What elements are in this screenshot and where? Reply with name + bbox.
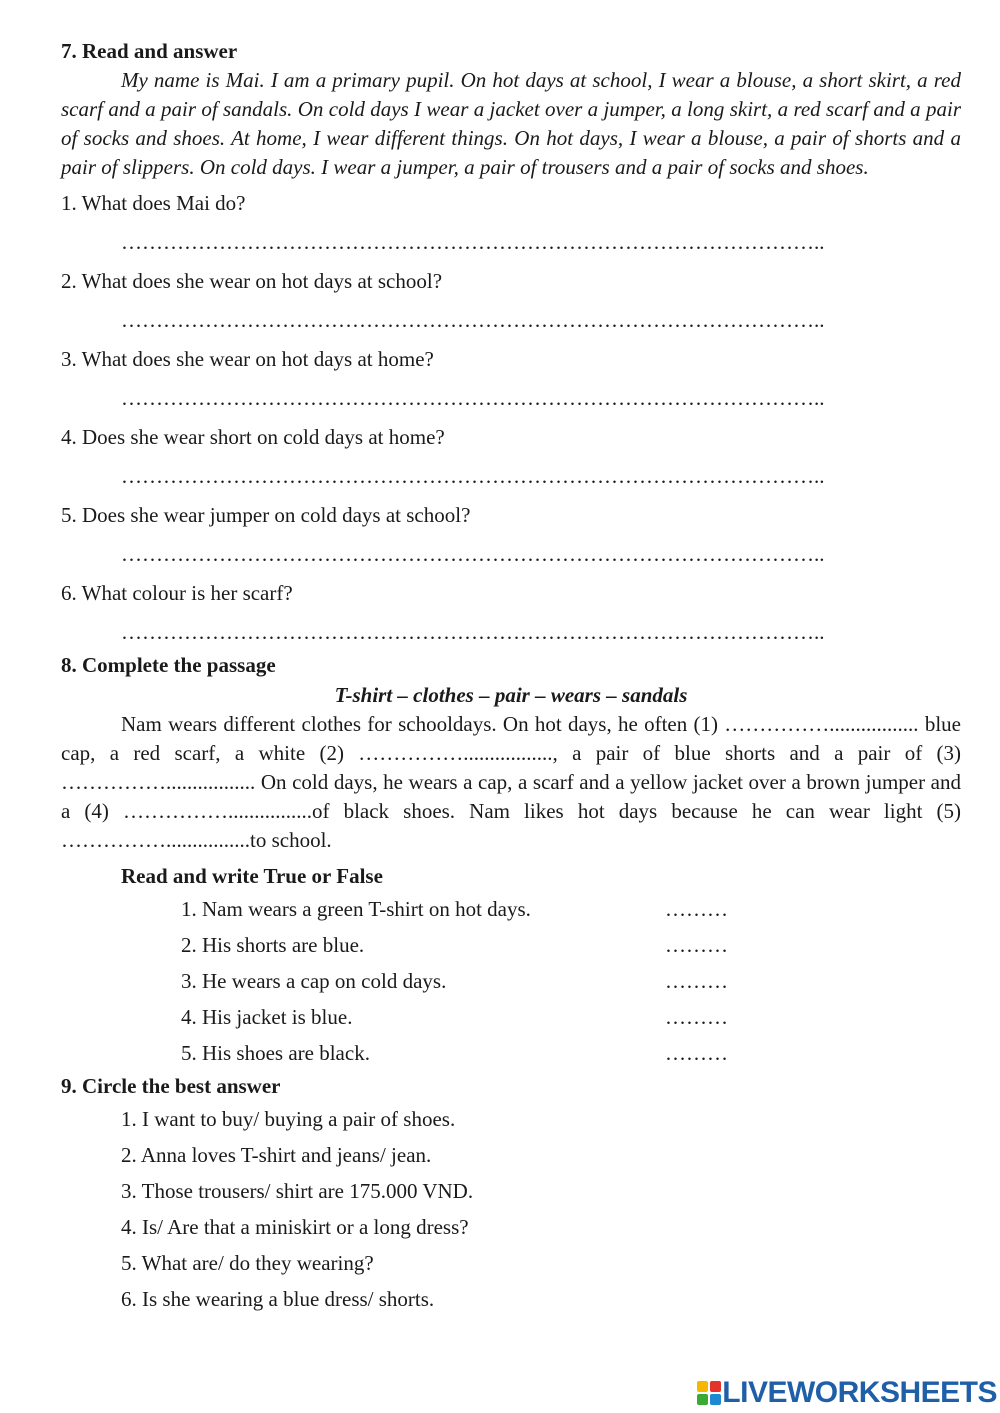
tf-row (61, 999, 961, 1035)
multiple-choice-list (61, 1101, 961, 1317)
mc-item-1[interactable]: 1. I want to buy/ buying a pair of shoes. (121, 1107, 456, 1131)
mc-item-2[interactable]: 2. Anna loves T-shirt and jeans/ jean. (121, 1143, 432, 1167)
word-box: T-shirt – clothes – pair – wears – sandals (334, 683, 688, 707)
section-8-passage: Nam wears different clothes for schooldays. On hot days, he often (1) ……………................. blue cap, a red scarf, a white (2) ……………................., a pair of blue shorts and a pair of (3) ……………................. On cold days, he wears a cap, a scarf and a yellow jacket over a brown jumper and a (4) ……………................of black shoes. Nam likes hot days because he can wear light (5) ……………................to school. (61, 712, 961, 852)
answer-line-3[interactable]: ……………………………………………………………………………………….. (121, 386, 825, 410)
tf-blank-4[interactable]: ……… (665, 1005, 728, 1029)
liveworksheets-logo-icon (697, 1379, 720, 1407)
tf-statement-1: 1. Nam wears a green T-shirt on hot days. (181, 897, 531, 921)
answer-line-5[interactable]: ……………………………………………………………………………………….. (121, 542, 825, 566)
answer-line-1[interactable]: ……………………………………………………………………………………….. (121, 230, 825, 254)
liveworksheets-logo[interactable] (697, 1374, 997, 1412)
section-9-title: 9. Circle the best answer (61, 1074, 281, 1098)
tf-blank-3[interactable]: ……… (665, 969, 728, 993)
mc-item-3[interactable]: 3. Those trousers/ shirt are 175.000 VND. (121, 1179, 474, 1203)
question-1: 1. What does Mai do? (61, 191, 246, 215)
true-false-list (61, 891, 961, 1071)
tf-row (61, 927, 961, 963)
tf-blank-5[interactable]: ……… (665, 1041, 728, 1065)
answer-line-2[interactable]: ……………………………………………………………………………………….. (121, 308, 825, 332)
tf-row (61, 891, 961, 927)
section-7-questions (61, 188, 961, 650)
question-5: 5. Does she wear jumper on cold days at school? (61, 503, 471, 527)
tf-blank-2[interactable]: ……… (665, 933, 728, 957)
worksheet-page (61, 36, 961, 1317)
question-6: 6. What colour is her scarf? (61, 581, 293, 605)
question-3: 3. What does she wear on hot days at home? (61, 347, 434, 371)
question-2: 2. What does she wear on hot days at school? (61, 269, 443, 293)
tf-statement-2: 2. His shorts are blue. (181, 933, 365, 957)
answer-line-4[interactable]: ……………………………………………………………………………………….. (121, 464, 825, 488)
question-4: 4. Does she wear short on cold days at home? (61, 425, 445, 449)
section-7-title: 7. Read and answer (61, 39, 238, 63)
tf-blank-1[interactable]: ……… (665, 897, 728, 921)
tf-row (61, 1035, 961, 1071)
mc-item-5[interactable]: 5. What are/ do they wearing? (121, 1251, 374, 1275)
tf-statement-4: 4. His jacket is blue. (181, 1005, 353, 1029)
mc-item-4[interactable]: 4. Is/ Are that a miniskirt or a long dress? (121, 1215, 469, 1239)
tf-row (61, 963, 961, 999)
liveworksheets-logo-text: LIVEWORKSHEETS (722, 1376, 997, 1409)
section-7-passage: My name is Mai. I am a primary pupil. On hot days at school, I wear a blouse, a short skirt, a red scarf and a pair of sandals. On cold days I wear a jacket over a jumper, a long skirt, a red scarf and a pair of socks and shoes. At home, I wear different things. On hot days, I wear a blouse, a pair of shorts and a pair of slippers. On cold days. I wear a jumper, a pair of trousers and a pair of socks and shoes. (61, 68, 961, 179)
true-false-title: Read and write True or False (121, 864, 383, 888)
answer-line-6[interactable]: ……………………………………………………………………………………….. (121, 620, 825, 644)
section-8-title: 8. Complete the passage (61, 653, 276, 677)
mc-item-6[interactable]: 6. Is she wearing a blue dress/ shorts. (121, 1287, 435, 1311)
tf-statement-3: 3. He wears a cap on cold days. (181, 969, 447, 993)
tf-statement-5: 5. His shoes are black. (181, 1041, 370, 1065)
